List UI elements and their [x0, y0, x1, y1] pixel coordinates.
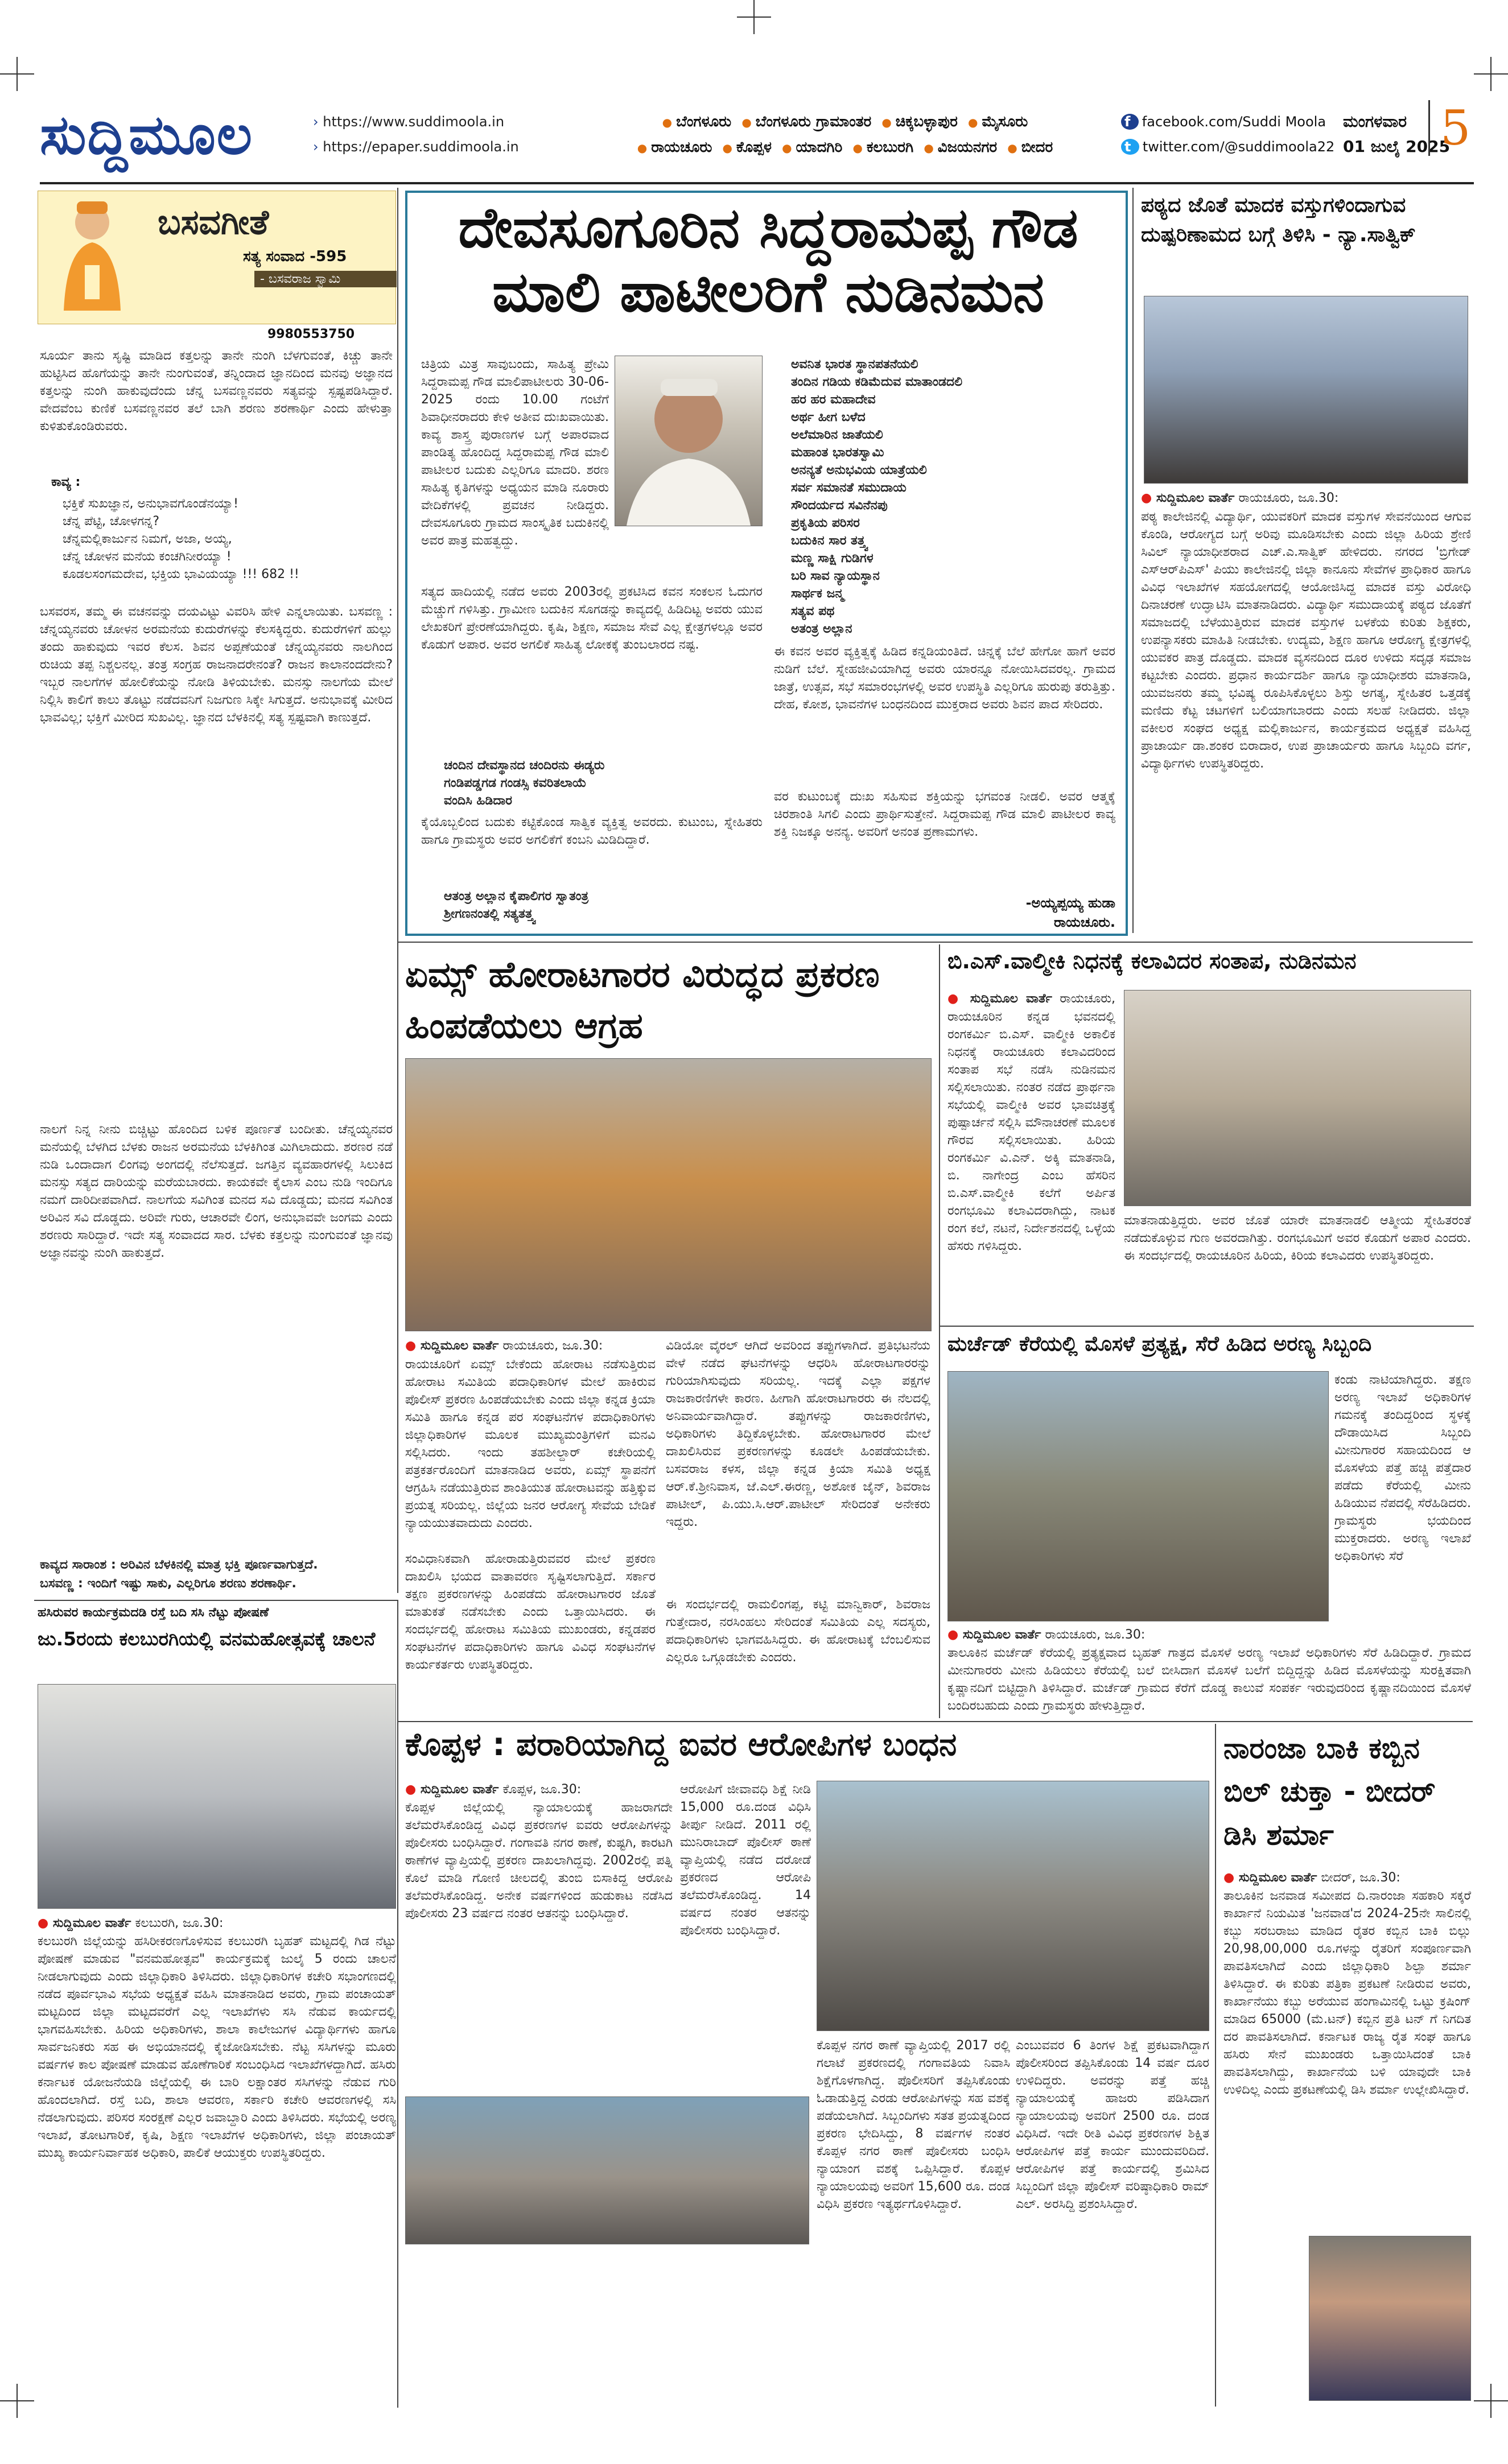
poem-line: ಮಣ್ಣ ಸಾಕ್ಷಿ ಗುಡಿಗಳ — [791, 551, 874, 566]
basava-para-3: ನಾಲಗೆ ನಿನ್ನ ನೀನು ಬಿಚ್ಚಿಟ್ಟು ಹೊಂದಿದ ಬಳಿಕ ಪೂರ್ಣತೆ ಬಂದೀತು. ಚೆನ್ನಯ್ಯನವರ ಮನೆಯಲ್ಲಿ ಬೆಳಗಿದ ಬೆಳಕು ರಾಜನ ಅರಮನೆಯ ಬೆಳಕಿಗಿಂತ ಮಿಗಿಲಾದುದು. ಶರಣರ ನಡೆ ನುಡಿ ಒಂದಾದಾಗ ಲಿಂಗವು ಅಂಗದಲ್ಲಿ ನೆಲೆಸುತ್ತದೆ. ಜಗತ್ತಿನ ವ್ಯವಹಾರಗಳಲ್ಲಿ ಸಿಲುಕಿದ ಮನಸ್ಸು ಸತ್ಯದ ದಾರಿಯನ್ನು ಮರೆಯಬಾರದು. ಕಾಯಕವೇ ಕೈಲಾಸ ಎಂಬ ನುಡಿ ಇಂದಿಗೂ ನಮಗೆ ದಾರಿದೀಪವಾಗಿದೆ. ನಾಲಗೆಯ ಸವಿಗಿಂತ ಮನದ ಸವಿ ದೊಡ್ಡದು; ಮನದ ಸವಿಗಿಂತ ಅರಿವಿನ ಸವಿ ದೊಡ್ಡದು. ಅರಿವೇ ಗುರು, ಆಚಾರವೇ ಲಿಂಗ, ಅನುಭಾವವೇ ಜಂಗಮ ಎಂದು ಶರಣರು ಸಾರಿದ್ದಾರೆ. ಇದೇ ಸತ್ಯ ಸಂವಾದದ ಸಾರ. ಬೆಳಕು ಕತ್ತಲನ್ನು ನುಂಗುವಂತೆ ಜ್ಞಾನವು ಅಜ್ಞಾನವನ್ನು ನುಂಗಿ ಹಾಕುತ್ತದೆ. — [40, 1122, 393, 1260]
basava-portrait — [50, 197, 135, 316]
vanamahotsava-byline-row — [38, 1914, 396, 1933]
bidar-body: ತಾಲೂಕಿನ ಜನವಾಡ ಸಮೀಪದ ದಿ.ನಾರಂಜಾ ಸಹಕಾರಿ ಸಕ್ಕರೆ ಕಾರ್ಖಾನೆ ನಿಯಮಿತ 'ಜನವಾಡ'ದ 2024-25ನೇ ಸಾಲಿನಲ್ಲಿ ಕಬ್ಬು ಸರಬರಾಜು ಮಾಡಿದ ರೈತರ ಕಬ್ಬಿನ ಬಾಕಿ ಬಿಲ್ಲು 20,98,00,000 ರೂ.ಗಳನ್ನು ರೈತರಿಗೆ ಸಂಪೂರ್ಣವಾಗಿ ಪಾವತಿಸಲಾಗಿದೆ ಎಂದು ಜಿಲ್ಲಾಧಿಕಾರಿ ಶಿಲ್ಪಾ ಶರ್ಮಾ ತಿಳಿಸಿದ್ದಾರೆ. ಈ ಕುರಿತು ಪತ್ರಿಕಾ ಪ್ರಕಟಣೆ ನೀಡಿರುವ ಅವರು, ಕಾರ್ಖಾನೆಯು ಕಬ್ಬು ಅರೆಯುವ ಹಂಗಾಮಿನಲ್ಲಿ ಒಟ್ಟು ಕ್ರಷಿಂಗ್ ಮಾಡಿದ 65000 (ಮೆ.ಟನ್) ಕಬ್ಬಿನ ಪ್ರತಿ ಟನ್ ಗೆ ನಿಗದಿತ ದರ ಪಾವತಿಸಲಾಗಿದೆ. ಕರ್ನಾಟಕ ರಾಜ್ಯ ರೈತ ಸಂಘ ಹಾಗೂ ಹಸಿರು ಸೇನೆ ಮುಖಂಡರು ಒತ್ತಾಯಿಸಿದಂತೆ ಬಾಕಿ ಪಾವತಿಸಲಾಗಿದ್ದು, ಕಾರ್ಖಾನೆಯ ಬಳಿ ಯಾವುದೇ ಬಾಕಿ ಉಳಿದಿಲ್ಲ ಎಂದು ಪ್ರಕಟಣೆಯಲ್ಲಿ ಡಿಸಿ ಶರ್ಮಾ ಉಲ್ಲೇಖಿಸಿದ್ದಾರೆ. — [1223, 1889, 1471, 2097]
valmiki-body-2: ಮಾತನಾಡುತ್ತಿದ್ದರು. ಅವರ ಜೊತೆ ಯಾರೇ ಮಾತನಾಡಲಿ ಆತ್ಮೀಯ ಸ್ನೇಹಿತರಂತೆ ನಡೆದುಕೊಳ್ಳುವ ಗುಣ ಅವರದಾಗಿತ್ತು. ರಂಗಭೂಮಿಗೆ ಅವರ ಕೊಡುಗೆ ಅಪಾರ ಎಂದರು. ಈ ಸಂದರ್ಭದಲ್ಲಿ ರಾಯಚೂರಿನ ಹಿರಿಯ, ಕಿರಿಯ ಕಲಾವಿದರು ಉಪಸ್ಥಿತರಿದ್ದರು. — [1124, 1214, 1471, 1263]
cities-row-1 — [609, 109, 1081, 135]
nyasatwik-body: ಪಠ್ಯ ಕಾಲೇಜಿನಲ್ಲಿ ವಿದ್ಯಾರ್ಥಿ, ಯುವಕರಿಗೆ ಮಾದಕ ವಸ್ತುಗಳ ಸೇವನೆಯಿಂದ ಆಗುವ ಕೊಂಡಿ, ಆರೋಗ್ಯದ ಬಗ್ಗೆ ಅರಿವು ಮೂಡಿಸಬೇಕು ಎಂದು ಜಿಲ್ಲಾ ಹಿರಿಯ ಶ್ರೇಣಿ ಸಿವಿಲ್ ನ್ಯಾಯಾಧೀಶರಾದ ಎಚ್.ಎ.ಸಾತ್ವಿಕ್ ಹೇಳಿದರು. ನಗರದ 'ಬ್ರಿಗೇಡ್ ಎಸ್‌ಆರ್‌ಪಿಎಸ್' ಪಿಯು ಕಾಲೇಜಿನಲ್ಲಿ ಜಿಲ್ಲಾ ಕಾನೂನು ಸೇವೆಗಳ ಪ್ರಾಧಿಕಾರ ಹಾಗೂ ವಿವಿಧ ಇಲಾಖೆಗಳ ಸಹಯೋಗದಲ್ಲಿ ಆಯೋಜಿಸಿದ್ದ ಮಾದಕ ವಸ್ತು ವಿರೋಧಿ ದಿನಾಚರಣೆ ಉದ್ಘಾಟಿಸಿ ಮಾತನಾಡಿದರು. ವಿದ್ಯಾರ್ಥಿ ಸಮುದಾಯಕ್ಕೆ ಪಠ್ಯದ ಜೊತೆಗೆ ಸಮಾಜದಲ್ಲಿ ಬೆಳೆಯುತ್ತಿರುವ ಮಾದಕ ವಸ್ತುಗಳ ಬಳಕೆಯ ಕುರಿತು ಶಿಕ್ಷಕರು, ಉಪನ್ಯಾಸಕರು ಮಾಹಿತಿ ನೀಡಬೇಕು. ಉದ್ಯಮ, ಶಿಕ್ಷಣ ಹಾಗೂ ಆರೋಗ್ಯ ಕ್ಷೇತ್ರಗಳಲ್ಲಿ ಯುವಕರ ಪಾತ್ರ ದೊಡ್ಡದು. ಮಾದಕ ವ್ಯಸನದಿಂದ ದೂರ ಉಳಿದು ಸದೃಢ ಸಮಾಜ ಕಟ್ಟಬೇಕು ಎಂದರು. ಪ್ರಧಾನ ಕಾರ್ಯದರ್ಶಿ ಹಾಗೂ ನ್ಯಾಯಾಧೀಶರು ಮಾತನಾಡಿ, ಯುವಜನರು ತಮ್ಮ ಭವಿಷ್ಯ ರೂಪಿಸಿಕೊಳ್ಳಲು ಶಿಸ್ತು ಅಗತ್ಯ, ಸ್ನೇಹಿತರ ಒತ್ತಡಕ್ಕೆ ಮಣಿದು ಕೆಟ್ಟ ಚಟಗಳಿಗೆ ಬಲಿಯಾಗಬಾರದು ಎಂದು ಸಲಹೆ ನೀಡಿದರು. ಜಿಲ್ಲಾ ವಕೀಲರ ಸಂಘದ ಅಧ್ಯಕ್ಷ ಮಲ್ಲಿಕಾರ್ಜುನ, ಕಾರ್ಯಕ್ರಮದ ಅಧ್ಯಕ್ಷತೆ ವಹಿಸಿದ್ದ ಪ್ರಾಚಾರ್ಯ ಡಾ.ಶಂಕರ ಬಿರಾದಾರ, ಉಪ ಪ್ರಾಚಾರ್ಯರು ಹಾಗೂ ಸಿಬ್ಬಂದಿ ವರ್ಗ, ವಿದ್ಯಾರ್ಥಿಗಳು ಉಪಸ್ಥಿತರಿದ್ದರು. — [1141, 510, 1471, 771]
basava-title: ಬಸವಗೀತೆ — [158, 203, 269, 242]
city-item: ● ಬೀದರ — [1007, 139, 1053, 156]
bidar-byline-row — [1223, 1869, 1471, 1887]
twitter-link[interactable]: t twitter.com/@suddimoola22 — [1121, 134, 1334, 159]
column-divider — [1132, 188, 1134, 933]
saint-icon — [50, 197, 135, 316]
url-list — [313, 109, 519, 159]
basava-phone: 9980553750 — [267, 327, 355, 341]
poem-line: ಶ್ರೀಗಣನಂತಲ್ಲಿ ಸತ್ಯತತ್ತ್ವ — [444, 907, 535, 921]
nyasatwik-byline-row — [1141, 489, 1471, 507]
crocodile-photo — [947, 1371, 1329, 1621]
poem-line: ಕೂಡಲಸಂಗಮದೇವ, ಭಕ್ತಿಯ ಭಾವಿಯಯ್ಯಾ !!! 682 !! — [63, 567, 299, 581]
social-links — [1121, 109, 1334, 159]
poem-line: ಚೆನ್ನ ಚೋಳನ ಮನೆಯ ಕಂಚಗಿನೀರಯ್ಯಾ ! — [63, 550, 232, 564]
koppal-headline: ಕೊಪ್ಪಳ : ಪರಾರಿಯಾಗಿದ್ದ ಐವರ ಆರೋಪಿಗಳ ಬಂಧನ — [405, 1726, 957, 1763]
poem-line: ಭಕ್ತಿಕೆ ಸುಖಜ್ಞಾನ, ಅನುಭಾವಗೊಂಡೆನಯ್ಯಾ! — [63, 497, 239, 511]
crocodile-body: ತಾಲೂಕಿನ ಮರ್ಚೆಡ್ ಕೆರೆಯಲ್ಲಿ ಪ್ರತ್ಯಕ್ಷವಾದ ಬೃಹತ್ ಗಾತ್ರದ ಮೊಸಳೆ ಅರಣ್ಯ ಇಲಾಖೆ ಅಧಿಕಾರಿಗಳು ಸೆರೆ ಹಿಡಿದಿದ್ದಾರೆ. ಗ್ರಾಮದ ಮೀನುಗಾರರು ಮೀನು ಹಿಡಿಯಲು ಕೆರೆಯಲ್ಲಿ ಬಲೆ ಬೀಸಿದಾಗ ಮೊಸಳೆ ಬಲೆಗೆ ಬಿದ್ದಿದ್ದನ್ನು ಹಿಡಿದ ಮೊಸಳೆಯನ್ನು ಸುರಕ್ಷಿತವಾಗಿ ಕೃಷ್ಣಾನದಿಗೆ ಬಿಟ್ಟಿದ್ದಾಗಿ ತಿಳಿಸಿದ್ದಾರೆ. ಮರ್ಚೆಡ್ ಗ್ರಾಮದ ಕೆರೆಗೆ ದೊಡ್ಡ ಕಾಲುವೆ ಸಂಪರ್ಕ ಇರುವುದರಿಂದ ಕೃಷ್ಣಾನದಿಯಿಂದ ಮೊಸಳೆ ಬಂದಿರಬಹುದು ಎಂದು ಗ್ರಾಮಸ್ಥರು ಹೇಳುತ್ತಿದ್ದಾರೆ. — [947, 1646, 1471, 1713]
lead-body-1: ಚಿತ್ರಿಯ ಮಿತ್ರ ಸಾವುಬಂದು, ಸಾಹಿತ್ಯ ಪ್ರೇಮಿ ಸಿದ್ದರಾಮಪ್ಪ ಗೌಡ ಮಾಲಿಪಾಟೀಲರು 30-06-2025 ರಂದು 10.00 ಗಂಟೆಗೆ ಶಿವಾಧೀನರಾದರು ಕೇಳಿ ಅತೀವ ದುಃಖವಾಯಿತು. ಕಾವ್ಯ ಶಾಸ್ತ್ರ ಪುರಾಣಗಳ ಬಗ್ಗೆ ಅಪಾರವಾದ ಪಾಂಡಿತ್ಯ ಹೊಂದಿದ್ದ ಸಿದ್ದರಾಮಪ್ಪ ಗೌಡ ಮಾಲಿ ಪಾಟೀಲರ ಬದುಕು ಎಲ್ಲರಿಗೂ ಮಾದರಿ. ಶರಣ ಸಾಹಿತ್ಯ ಕೃತಿಗಳನ್ನು ಅಧ್ಯಯನ ಮಾಡಿ ನೂರಾರು ವೇದಿಕೆಗಳಲ್ಲಿ ಪ್ರವಚನ ನೀಡಿದ್ದರು. ದೇವಸೂಗೂರು ಗ್ರಾಮದ ಸಾಂಸ್ಕೃತಿಕ ಬದುಕಿನಲ್ಲಿ ಅವರ ಪಾತ್ರ ಮಹತ್ವದ್ದು. — [421, 357, 609, 548]
city-item: ● ಕೊಪ್ಪಳ — [722, 139, 772, 156]
ems-photo — [405, 1058, 932, 1331]
signature-place: ರಾಯಚೂರು. — [1053, 914, 1115, 930]
vanamahotsava-photo — [38, 1684, 396, 1909]
lead-body-3: ಕೈಯೊಬ್ಬಲಿಂದ ಬದುಕು ಕಟ್ಟಿಕೊಂಡ ಸಾತ್ವಿಕ ವ್ಯಕ್ತಿತ್ವ ಅವರದು. ಕುಟುಂಬ, ಸ್ನೇಹಿತರು ಹಾಗೂ ಗ್ರಾಮಸ್ಥರು ಅವರ ಅಗಲಿಕೆಗೆ ಕಂಬನಿ ಮಿಡಿದಿದ್ದಾರೆ. — [421, 815, 763, 847]
lead-poem-1 — [427, 757, 763, 811]
ems-headline: ಏಮ್ಸ್ ಹೋರಾಟಗಾರರ ವಿರುದ್ಧದ ಪ್ರಕರಣ ಹಿಂಪಡೆಯಲು ಆಗ್ರಹ — [405, 954, 880, 1046]
koppal-byline-row — [405, 1781, 673, 1799]
nyasatwik-photo — [1144, 296, 1468, 484]
bidar-dc-photo — [1309, 2236, 1471, 2401]
page-number: 5 — [1428, 100, 1470, 156]
crocodile-headline: ಮರ್ಚೆಡ್ ಕೆರೆಯಲ್ಲಿ ಮೊಸಳೆ ಪ್ರತ್ಯಕ್ಷ, ಸೆರೆ ಹಿಡಿದ ಅರಣ್ಯ ಸಿಬ್ಬಂದಿ — [947, 1332, 1372, 1356]
crocodile-body-side: ಕಂಡು ನಾಟಿಯಾಗಿದ್ದರು. ತಕ್ಷಣ ಅರಣ್ಯ ಇಲಾಖೆ ಅಧಿಕಾರಿಗಳ ಗಮನಕ್ಕೆ ತಂದಿದ್ದರಿಂದ ಸ್ಥಳಕ್ಕೆ ದೌಡಾಯಿಸಿದ ಸಿಬ್ಬಂದಿ ಮೀನುಗಾರರ ಸಹಾಯದಿಂದ ಆ ಮೊಸಳೆಯ ಪತ್ತೆ ಹಚ್ಚಿ ಪತ್ತೆದಾರ ಪಡೆದು ಕೆರೆಯಲ್ಲಿ ಮೀನು ಹಿಡಿಯುವ ನೆಪದಲ್ಲಿ ಸೆರೆಹಿಡಿದರು. ಗ್ರಾಮಸ್ಥರು ಭಯದಿಂದ ಮುಕ್ತರಾದರು. ಅರಣ್ಯ ಇಲಾಖೆ ಅಧಿಕಾರಿಗಳು ಸೆರೆ — [1334, 1373, 1471, 1563]
ems-body-3: ವಿಡಿಯೋ ವೈರಲ್ ಆಗಿದೆ ಅವರಿಂದ ತಪ್ಪುಗಳಾಗಿದೆ. ಪ್ರತಿಭಟನೆಯ ವೇಳೆ ನಡೆದ ಘಟನೆಗಳನ್ನು ಆಧರಿಸಿ ಹೋರಾಟಗಾರರನ್ನು ಗುರಿಯಾಗಿಸುವುದು ಸರಿಯಲ್ಲ. ಇದಕ್ಕೆ ಎಲ್ಲಾ ಪಕ್ಷಗಳ ರಾಜಕಾರಣಿಗಳೇ ಕಾರಣ. ಹೀಗಾಗಿ ಹೋರಾಟಗಾರರು ಈ ನೆಲದಲ್ಲಿ ಅನಿವಾರ್ಯವಾಗಿದ್ದಾರೆ. ತಪ್ಪುಗಳನ್ನು ರಾಜಕಾರಣಿಗಳು, ಅಧಿಕಾರಿಗಳು ತಿದ್ದಿಕೊಳ್ಳಬೇಕು. ಹೋರಾಟಗಾರರ ಮೇಲೆ ದಾಖಲಿಸಿರುವ ಪ್ರಕರಣಗಳನ್ನು ಕೂಡಲೇ ಹಿಂಪಡೆಯಬೇಕು. ಬಸವರಾಜ ಕಳಸ, ಜಿಲ್ಲಾ ಕನ್ನಡ ಕ್ರಿಯಾ ಸಮಿತಿ ಅಧ್ಯಕ್ಷ ಆರ್.ಕೆ.ಶ್ರೀನಿವಾಸ, ಜೆ.ಎಲ್.ಈರಣ್ಣ, ಅಶೋಕ ಜೈನ್, ಶಿವರಾಜ ಪಾಟೀಲ್, ಪಿ.ಯು.ಸಿ.ಆರ್.ಪಾಟೀಲ್ ಸೇರಿದಂತೆ ಅನೇಕರು ಇದ್ದರು. — [666, 1339, 930, 1529]
lead-body-4: ಈ ಕವನ ಅವರ ವ್ಯಕ್ತಿತ್ವಕ್ಕೆ ಹಿಡಿದ ಕನ್ನಡಿಯಂತಿದೆ. ಚಿನ್ನಕ್ಕೆ ಬೆಲೆ ಹೇಗೋ ಹಾಗೆ ಅವರ ನುಡಿಗೆ ಬೆಲೆ. ಸ್ನೇಹಜೀವಿಯಾಗಿದ್ದ ಅವರು ಯಾರನ್ನೂ ನೋಯಿಸಿದವರಲ್ಲ. ಗ್ರಾಮದ ಜಾತ್ರೆ, ಉತ್ಸವ, ಸಭೆ ಸಮಾರಂಭಗಳಲ್ಲಿ ಅವರ ಉಪಸ್ಥಿತಿ ಎಲ್ಲರಿಗೂ ಹುರುಪು ತರುತ್ತಿತ್ತು. ದೇಹ, ಕೋಶ, ಭಾವನೆಗಳ ಬಂಧನದಿಂದ ಮುಕ್ತರಾದ ಅವರು ಶಿವನ ಪಾದ ಸೇರಿದರು. — [774, 645, 1115, 712]
nyasatwik-headline: ಪಠ್ಯದ ಜೊತೆ ಮಾದಕ ವಸ್ತುಗಳಿಂದಾಗುವ ದುಷ್ಪರಿಣಾಮದ ಬಗ್ಗೆ ತಿಳಿಸಿ - ನ್ಯಾ.ಸಾತ್ವಿಕ್ — [1141, 193, 1416, 246]
lead-portrait-photo — [615, 356, 763, 526]
basava-para-2: ಬಸವರಸ, ತಮ್ಮ ಈ ವಚನವನ್ನು ದಯವಿಟ್ಟು ವಿವರಿಸಿ ಹೇಳಿ ಎನ್ನಲಾಯಿತು. ಬಸವಣ್ಣ : ಚೆನ್ನಯ್ಯನವರು ಚೋಳನ ಅರಮನೆಯ ಕುದುರೆಗಳನ್ನು ಕೆಲಸಕ್ಕಿದ್ದರು. ಕುದುರೆಗಳಿಗೆ ಹುಲ್ಲು ತಂದು ಹಾಕುವುದು ಇವರ ಕೆಲಸ. ಶಿವನ ಅಪ್ಪಣೆಯಂತೆ ಚೆನ್ನಯ್ಯನವರು ನಾಲಗಿಂದ ರುಚಿಯ ತಪ್ಪ ನಿಶ್ಚಲನಲ್ಲ. ತಂತ್ರ ಸಂಗ್ರಹ ರಾಜನಾದರೇನಂತೆ? ರಾಜನ ಕಾಲಾನಂದದೇನು? ಇಬ್ಬರ ನಾಲಗೆಗಳ ಹೋಲಿಕೆಯನ್ನು ನೋಡಿ ತಿಳಿಯಬೇಕು. ಮನಸ್ಸು ನಾಲಗೆಯ ಮೇಲೆ ನಿಲ್ಲಿಸಿ ಕಾಲಿಗೆ ಕಾಲು ತೊಟ್ಟು ನಡೆದವನಿಗೆ ನಿಜಗುಣ ಸಿಕ್ಕೇ ಸಿಗುತ್ತದೆ. ಅನುಭಾವಕ್ಕೆ ಮೀರಿದ ಭಾವವಿಲ್ಲ; ಭಕ್ತಿಗೆ ಮೀರಿದ ಸುಖವಿಲ್ಲ. ಜ್ಞಾನದ ಬೆಳಕಿನಲ್ಲಿ ಸತ್ಯ ಸ್ಪಷ್ಟವಾಗಿ ಕಾಣುತ್ತದೆ. — [40, 605, 393, 725]
ems-body-2: ಸಂವಿಧಾನಿಕವಾಗಿ ಹೋರಾಡುತ್ತಿರುವವರ ಮೇಲೆ ಪ್ರಕರಣ ದಾಖಲಿಸಿ ಭಯದ ವಾತಾವರಣ ಸೃಷ್ಟಿಸಲಾಗುತ್ತಿದೆ. ಸರ್ಕಾರ ತಕ್ಷಣ ಪ್ರಕರಣಗಳನ್ನು ಹಿಂಪಡೆದು ಹೋರಾಟಗಾರರ ಜೊತೆ ಮಾತುಕತೆ ನಡೆಸಬೇಕು ಎಂದು ಒತ್ತಾಯಿಸಿದರು. ಈ ಸಂದರ್ಭದಲ್ಲಿ ಹೋರಾಟ ಸಮಿತಿಯ ಮುಖಂಡರು, ಕನ್ನಡಪರ ಸಂಘಟನೆಗಳ ಪದಾಧಿಕಾರಿಗಳು ಹಾಗೂ ವಿವಿಧ ಸಂಘಟನೆಗಳ ಕಾರ್ಯಕರ್ತರು ಉಪಸ್ಥಿತರಿದ್ದರು. — [405, 1552, 656, 1672]
poem-line: ಗಂಡಿಪಡ್ಡಗಡ ಗಂಡಸ್ಸಿ ಕವರಿತಲಾಯೆ — [444, 776, 587, 790]
byline: ● ಸುದ್ದಿಮೂಲ ವಾರ್ತೆ — [405, 1339, 498, 1353]
poem-line: ಚಂದಿನ ದೇವಸ್ಥಾನದ ಚಂದಿರನು ಈಡ್ಯರು — [444, 758, 605, 773]
byline: ● ಸುದ್ದಿಮೂಲ ವಾರ್ತೆ — [947, 1628, 1041, 1642]
person-icon — [615, 356, 762, 526]
crop-mark-top-left — [0, 57, 34, 91]
poem-line: ಸೌಂದರ್ಯದ ಸವಿನೆನಪು — [791, 498, 888, 513]
section-divider — [34, 1600, 398, 1601]
basava-poem — [46, 495, 387, 597]
section-divider — [939, 1326, 1474, 1327]
valmiki-photo — [1124, 990, 1471, 1206]
crop-mark-bottom-left — [0, 2384, 34, 2418]
poem-line: ಸತ್ಯವ ಪಥ — [791, 604, 835, 618]
byline: ● ಸುದ್ದಿಮೂಲ ವಾರ್ತೆ — [947, 992, 1052, 1006]
dateline-place: ರಾಯಚೂರು, ಜೂ.30: — [502, 1339, 603, 1353]
byline: ● ಸುದ್ದಿಮೂಲ ವಾರ್ತೆ — [405, 1782, 498, 1797]
city-item: ● ಕಲಬುರಗಿ — [852, 139, 913, 156]
byline: ● ಸುದ್ದಿಮೂಲ ವಾರ್ತೆ — [1141, 491, 1234, 505]
weekday: ಮಂಗಳವಾರ — [1343, 112, 1407, 131]
lead-body-2: ಸತ್ಯದ ಹಾದಿಯಲ್ಲಿ ನಡೆದ ಅವರು 2003ರಲ್ಲಿ ಪ್ರಕಟಿಸಿದ ಕವನ ಸಂಕಲನ ಓದುಗರ ಮೆಚ್ಚುಗೆ ಗಳಿಸಿತ್ತು. ಗ್ರಾಮೀಣ ಬದುಕಿನ ಸೊಗಡನ್ನು ಕಾವ್ಯದಲ್ಲಿ ಹಿಡಿದಿಟ್ಟ ಅವರು ಯುವ ಲೇಖಕರಿಗೆ ಪ್ರೇರಣೆಯಾಗಿದ್ದರು. ಕೃಷಿ, ಶಿಕ್ಷಣ, ಸಮಾಜ ಸೇವೆ ಎಲ್ಲ ಕ್ಷೇತ್ರಗಳಲ್ಲೂ ಅವರ ಕೊಡುಗೆ ಅಪಾರ. ಅವರ ಅಗಲಿಕೆ ಸಾಹಿತ್ಯ ಲೋಕಕ್ಕೆ ತುಂಬಲಾರದ ನಷ್ಟ. — [421, 585, 763, 652]
column-divider — [939, 944, 940, 1718]
koppal-body-2: ಆರೋಪಿಗೆ ಜೀವಾವಧಿ ಶಿಕ್ಷೆ ನೀಡಿ 15,000 ರೂ.ದಂಡ ವಿಧಿಸಿ ತೀರ್ಪು ನೀಡಿದೆ. 2011 ರಲ್ಲಿ ಮುನಿರಾಬಾದ್ ಪೊಲೀಸ್ ಠಾಣೆ ವ್ಯಾಪ್ತಿಯಲ್ಲಿ ನಡೆದ ದರೋಡೆ ಪ್ರಕರಣದ ಆರೋಪಿ ತಲೆಮರೆಸಿಕೊಂಡಿದ್ದ. 14 ವರ್ಷದ ನಂತರ ಆತನನ್ನು ಪೊಲೀಸರು ಬಂಧಿಸಿದ್ದಾರೆ. — [680, 1782, 811, 1938]
byline: ● ಸುದ್ದಿಮೂಲ ವಾರ್ತೆ — [1223, 1871, 1317, 1885]
poem-line: ಸರ್ವ ಸಮಾನತೆ ಸಮುದಾಯ — [791, 481, 907, 495]
vanamahotsava-body: ಕಲಬುರಗಿ ಜಿಲ್ಲೆಯನ್ನು ಹಸಿರೀಕರಣಗೊಳಿಸುವ ಕಲಬುರಗಿ ಬೃಹತ್ ಮಟ್ಟದಲ್ಲಿ ಗಿಡ ನೆಟ್ಟು ಪೋಷಣೆ ಮಾಡುವ "ವನಮಹೋತ್ಸವ" ಕಾರ್ಯಕ್ರಮಕ್ಕೆ ಜುಲೈ 5 ರಂದು ಚಾಲನೆ ನೀಡಲಾಗುವುದು ಎಂದು ಜಿಲ್ಲಾಧಿಕಾರಿ ತಿಳಿಸಿದರು. ಜಿಲ್ಲಾಧಿಕಾರಿಗಳ ಕಚೇರಿ ಸಭಾಂಗಣದಲ್ಲಿ ನಡೆದ ಪೂರ್ವಭಾವಿ ಸಭೆಯ ಅಧ್ಯಕ್ಷತೆ ವಹಿಸಿ ಮಾತನಾಡಿದ ಅವರು, ಗ್ರಾಮ ಪಂಚಾಯತ್ ಮಟ್ಟದಿಂದ ಜಿಲ್ಲಾ ಮಟ್ಟದವರೆಗೆ ಎಲ್ಲ ಇಲಾಖೆಗಳು ಸಸಿ ನೆಡುವ ಕಾರ್ಯದಲ್ಲಿ ಭಾಗವಹಿಸಬೇಕು. ಹಿರಿಯ ಅಧಿಕಾರಿಗಳು, ಶಾಲಾ ಕಾಲೇಜುಗಳ ವಿದ್ಯಾರ್ಥಿಗಳು ಹಾಗೂ ಸಾರ್ವಜನಿಕರು ಸಹ ಈ ಅಭಿಯಾನದಲ್ಲಿ ಕೈಜೋಡಿಸಬೇಕು. ನೆಟ್ಟ ಸಸಿಗಳನ್ನು ಮೂರು ವರ್ಷಗಳ ಕಾಲ ಪೋಷಣೆ ಮಾಡುವ ಹೊಣೆಗಾರಿಕೆ ಸಂಬಂಧಿಸಿದ ಇಲಾಖೆಗಳದ್ದಾಗಿದೆ. ಹಸಿರು ಕರ್ನಾಟಕ ಯೋಜನೆಯಡಿ ಜಿಲ್ಲೆಯಲ್ಲಿ ಈ ಬಾರಿ ಲಕ್ಷಾಂತರ ಸಸಿಗಳನ್ನು ನೆಡುವ ಗುರಿ ಹೊಂದಲಾಗಿದೆ. ರಸ್ತೆ ಬದಿ, ಶಾಲಾ ಆವರಣ, ಸರ್ಕಾರಿ ಕಚೇರಿ ಆವರಣಗಳಲ್ಲಿ ಸಸಿ ನೆಡಲಾಗುವುದು. ಪರಿಸರ ಸಂರಕ್ಷಣೆ ಎಲ್ಲರ ಜವಾಬ್ದಾರಿ ಎಂದು ತಿಳಿಸಿದರು. ಸಭೆಯಲ್ಲಿ ಅರಣ್ಯ ಇಲಾಖೆ, ತೋಟಗಾರಿಕೆ, ಕೃಷಿ, ಶಿಕ್ಷಣ ಇಲಾಖೆಗಳ ಅಧಿಕಾರಿಗಳು, ಜಿಲ್ಲಾ ಪಂಚಾಯತ್ ಮುಖ್ಯ ಕಾರ್ಯನಿರ್ವಾಹಕ ಅಧಿಕಾರಿ, ಪಾಲಿಕೆ ಆಯುಕ್ತರು ಉಪಸ್ಥಿತರಿದ್ದರು. — [38, 1934, 396, 2160]
lead-signature — [774, 893, 1115, 933]
logo[interactable]: ಸುದ್ದಿಮೂಲ — [40, 102, 254, 167]
dateline-place: ರಾಯಚೂರು, — [1060, 992, 1115, 1006]
lead-headline: ದೇವಸೂಗೂರಿನ ಸಿದ್ದರಾಮಪ್ಪ ಗೌಡ ಮಾಲಿ ಪಾಟೀಲರಿಗೆ ನುಡಿನಮನ — [458, 196, 1078, 325]
city-item: ● ಚಿಕ್ಕಬಳ್ಳಾಪುರ — [881, 113, 958, 130]
lead-poem-3 — [774, 356, 1115, 640]
poem-line: ಬದುಕಿನ ಸಾರ ತತ್ತ್ವ — [791, 534, 867, 548]
byline: ● ಸುದ್ದಿಮೂಲ ವಾರ್ತೆ — [38, 1916, 131, 1930]
masthead-rule — [40, 182, 1474, 184]
poem-line: ಅತಂತ್ರ ಅಲ್ಲಾನ — [791, 622, 852, 636]
basava-closing: ಬಸವಣ್ಣ : ಇಂದಿಗೆ ಇಷ್ಟು ಸಾಕು, ಎಲ್ಲರಿಗೂ ಶರಣು ಶರಣಾರ್ಥಿ. — [40, 1576, 296, 1591]
lead-poem-2 — [427, 888, 763, 927]
basava-kavya-sara: ಕಾವ್ಯದ ಸಾರಾಂಶ : ಅರಿವಿನ ಬೆಳಕಿನಲ್ಲಿ ಮಾತ್ರ ಭಕ್ತಿ ಪೂರ್ಣವಾಗುತ್ತದೆ. — [40, 1558, 318, 1572]
valmiki-headline: ಬಿ.ಎಸ್.ವಾಲ್ಮೀಕಿ ನಿಧನಕ್ಕೆ ಕಲಾವಿದರ ಸಂತಾಪ, ನುಡಿನಮನ — [947, 948, 1357, 973]
basava-kavya-label: ಕಾವ್ಯ : — [51, 475, 81, 489]
epaper-link[interactable]: › https://epaper.suddimoola.in — [313, 134, 519, 159]
masthead — [40, 97, 1474, 176]
basava-subtitle: ಸತ್ಯ ಸಂವಾದ -595 — [243, 248, 347, 265]
dateline-place: ರಾಯಚೂರು, ಜೂ.30: — [1045, 1628, 1146, 1642]
edition-cities — [609, 109, 1081, 160]
dateline-place: ಕಲಬುರಗಿ, ಜೂ.30: — [135, 1916, 224, 1930]
basava-header — [38, 191, 396, 324]
column-divider — [397, 1600, 398, 2408]
website-link[interactable]: › https://www.suddimoola.in — [313, 109, 519, 134]
poem-line: ಅಲೆಮಾರಿನ ಜಾತೆಯಲಿ — [791, 428, 883, 442]
poem-line: ಆತಂತ್ರ ಅಲ್ಲಾನ ಕೈಪಾಲಿಗರ ಸ್ವಾತಂತ್ರ — [444, 889, 589, 903]
city-item: ● ಬೆಂಗಳೂರು — [662, 113, 732, 130]
cities-row-2 — [609, 135, 1081, 160]
city-item: ● ಯಾದಗಿರಿ — [782, 139, 842, 156]
section-divider — [397, 942, 1473, 943]
basava-para-1: ಸೂರ್ಯ ತಾನು ಸೃಷ್ಟಿ ಮಾಡಿದ ಕತ್ತಲನ್ನು ತಾನೇ ನುಂಗಿ ಬೆಳಗುವಂತೆ, ಕಿಚ್ಚು ತಾನೇ ಹುಟ್ಟಿಸಿದ ಹೊಗೆಯನ್ನು ತಾನೇ ನುಂಗುವಂತೆ, ತನ್ನಿಂದಾದ ಜ್ಞಾನದಿಂದ ಮನವು ಅಜ್ಞಾನದ ಕತ್ತಲನ್ನು ನುಂಗಿ ಹಾಕುವುದೆಂದು ಚೆನ್ನ ಬಸವಣ್ಣನವರು ಸತ್ಯವನ್ನು ಸ್ಪಷ್ಟಪಡಿಸಿದ್ದಾರೆ. ವೇದವೆಂಬ ಕುಣಿಕೆ ಬಸವಣ್ಣನವರ ತಲೆ ಬಾಗಿ ಶರಣು ಶರಣಾರ್ಥಿ ಎಂದು ಹೇಳುತ್ತಾ ಕುಳಿತುಕೊಂಡಿರುವರು. — [40, 349, 393, 434]
city-item: ● ವಿಜಯನಗರ — [924, 139, 997, 156]
poem-line: ಪ್ರಕೃತಿಯ ಪರಿಸರ — [791, 516, 860, 530]
poem-line: ವಂದಿಸಿ ಹಿಡಿದಾರ — [444, 794, 513, 808]
poem-line: ಅನನ್ಯತೆ ಅನುಭವಿಯ ಯಾತ್ರೆಯಲಿ — [791, 463, 927, 477]
crocodile-byline-row — [947, 1626, 1471, 1644]
poem-line: ಅವನಿತ ಭಾರತ ಸ್ಥಾನಪತನೆಯಲಿ — [791, 357, 918, 372]
column-divider — [1215, 1724, 1216, 2407]
valmiki-byline-row — [947, 990, 1115, 1008]
crop-mark-bottom-right — [1474, 2384, 1508, 2418]
koppal-body-3: ಕೊಪ್ಪಳ ನಗರ ಠಾಣೆ ವ್ಯಾಪ್ತಿಯಲ್ಲಿ 2017 ರಲ್ಲಿ ಗಲಾಟೆ ಪ್ರಕರಣದಲ್ಲಿ ಗಂಗಾವತಿಯ ನಿವಾಸಿ ಶಿಕ್ಷೆಗೊಳಗಾಗಿದ್ದ. ಪೊಲೀಸರಿಗೆ ತಪ್ಪಿಸಿಕೊಂಡು ಓಡಾಡುತ್ತಿದ್ದ ಎರಡು ಆರೋಪಿಗಳನ್ನು ಸಹ ವಶಕ್ಕೆ ಪಡೆಯಲಾಗಿದೆ. ಸಿಬ್ಬಂದಿಗಳು ಸತತ ಪ್ರಯತ್ನದಿಂದ ಪ್ರಕರಣ ಭೇದಿಸಿದ್ದು, 8 ವರ್ಷಗಳ ನಂತರ ಕೊಪ್ಪಳ ನಗರ ಠಾಣೆ ಪೊಲೀಸರು ಬಂಧಿಸಿ ನ್ಯಾಯಾಂಗ ವಶಕ್ಕೆ ಒಪ್ಪಿಸಿದ್ದಾರೆ. ಕೊಪ್ಪಳ ನ್ಯಾಯಾಲಯವು ಅವರಿಗೆ 15,600 ರೂ. ದಂಡ ವಿಧಿಸಿ ಪ್ರಕರಣ ಇತ್ಯರ್ಥಗೊಳಿಸಿದ್ದಾರೆ. — [817, 2038, 1010, 2211]
poem-line: ಬರಿ ಸಾವ ನ್ಯಾಯಸ್ಥಾನ — [791, 569, 880, 583]
section-divider — [397, 1721, 1473, 1722]
city-item: ● ಬೆಂಗಳೂರು ಗ್ರಾಮಾಂತರ — [741, 113, 871, 130]
poem-line: ತಂದಿನ ಗಡಿಯ ಕಡಿಮೆದುವ ಮಾತಾಂಡದಲಿ — [791, 375, 963, 389]
poem-line: ಅರ್ಥ ಹೀಗ ಬಳೆದ — [791, 410, 866, 424]
koppal-photo-left — [405, 2096, 809, 2244]
poem-line: ಚೆನ್ನ ಪೆಟ್ಟಿ, ಚೋಳಗನ್ನ? — [63, 514, 160, 529]
ems-body-4: ಈ ಸಂದರ್ಭದಲ್ಲಿ ರಾಮಲಿಂಗಪ್ಪ, ಕಟ್ಟಿ ಮಾನ್ವಿಕಾರ್, ಶಿವರಾಜ ಗುತ್ತೇದಾರ, ನರಸಿಂಹಲು ಸೇರಿದಂತೆ ಸಮಿತಿಯ ಎಲ್ಲ ಸದಸ್ಯರು, ಪದಾಧಿಕಾರಿಗಳು ಭಾಗವಹಿಸಿದ್ದರು. ಈ ಹೋರಾಟಕ್ಕೆ ಬೆಂಬಲಿಸುವ ಎಲ್ಲರೂ ಒಗ್ಗೂಡಬೇಕು ಎಂದರು. — [666, 1598, 930, 1665]
crop-mark-top-right — [1474, 57, 1508, 91]
date: 01 ಜುಲೈ 2025 — [1343, 137, 1451, 156]
dateline-place: ಕೊಪ್ಪಳ, ಜೂ.30: — [502, 1782, 582, 1797]
facebook-link[interactable]: f facebook.com/Suddi Moola — [1121, 109, 1334, 134]
poem-line: ಸಾರ್ಥಕ ಜನ್ಮ — [791, 587, 844, 601]
ems-body-1: ರಾಯಚೂರಿಗೆ ಏಮ್ಸ್ ಬೇಕೆಂದು ಹೋರಾಟ ನಡೆಸುತ್ತಿರುವ ಹೋರಾಟ ಸಮಿತಿಯ ಪದಾಧಿಕಾರಿಗಳ ಮೇಲೆ ಹಾಕಿರುವ ಪೊಲೀಸ್ ಪ್ರಕರಣ ಹಿಂಪಡೆಯಬೇಕು ಎಂದು ಜಿಲ್ಲಾ ಕನ್ನಡ ಕ್ರಿಯಾ ಸಮಿತಿ ಹಾಗೂ ಕನ್ನಡ ಪರ ಸಂಘಟನೆಗಳ ಪದಾಧಿಕಾರಿಗಳು ಜಿಲ್ಲಾಧಿಕಾರಿಗಳ ಮೂಲಕ ಮುಖ್ಯಮಂತ್ರಿಗಳಿಗೆ ಮನವಿ ಸಲ್ಲಿಸಿದರು. ಇಂದು ತಹಶೀಲ್ದಾರ್ ಕಚೇರಿಯಲ್ಲಿ ಪತ್ರಕರ್ತರೊಂದಿಗೆ ಮಾತನಾಡಿದ ಅವರು, ಏಮ್ಸ್ ಸ್ಥಾಪನೆಗೆ ಆಗ್ರಹಿಸಿ ನಡೆಯುತ್ತಿರುವ ಶಾಂತಿಯುತ ಹೋರಾಟವನ್ನು ಹತ್ತಿಕ್ಕುವ ಪ್ರಯತ್ನ ಸರಿಯಲ್ಲ. ಜಿಲ್ಲೆಯ ಜನರ ಆರೋಗ್ಯ ಸೇವೆಯ ಬೇಡಿಕೆ ನ್ಯಾಯಯುತವಾದುದು ಎಂದರು. — [405, 1357, 656, 1530]
lead-body-5: ವರ ಕುಟುಂಬಕ್ಕೆ ದುಃಖ ಸಹಿಸುವ ಶಕ್ತಿಯನ್ನು ಭಗವಂತ ನೀಡಲಿ. ಅವರ ಆತ್ಮಕ್ಕೆ ಚಿರಶಾಂತಿ ಸಿಗಲಿ ಎಂದು ಪ್ರಾರ್ಥಿಸುತ್ತೇನೆ. ಸಿದ್ದರಾಮಪ್ಪ ಗೌಡ ಮಾಲಿ ಪಾಟೀಲರ ಕಾವ್ಯ ಶಕ್ತಿ ನಿಜಕ್ಕೂ ಅನನ್ಯ. ಅವರಿಗೆ ಅನಂತ ಪ್ರಣಾಮಗಳು. — [774, 790, 1115, 839]
dateline-place: ರಾಯಚೂರು, ಜೂ.30: — [1238, 491, 1339, 505]
vanamahotsava-kicker: ಹಸಿರುವರ ಕಾರ್ಯಕ್ರಮದಡಿ ರಸ್ತೆ ಬದಿ ಸಸಿ ನೆಟ್ಟು ಪೋಷಣೆ — [38, 1605, 269, 1620]
crop-mark-top-center — [737, 0, 771, 34]
dateline-place: ಬೀದರ್, ಜೂ.30: — [1321, 1871, 1400, 1885]
basava-author: - ಬಸವರಾಜ ಸ್ವಾಮಿ — [254, 271, 397, 287]
koppal-body-4: ಎಂಬುವವರ 6 ತಿಂಗಳ ಶಿಕ್ಷೆ ಪ್ರಕಟವಾಗಿದ್ದಾಗ ಪೊಲೀಸರಿಂದ ತಪ್ಪಿಸಿಕೊಂಡು 14 ವರ್ಷ ದೂರ ಉಳಿದಿದ್ದರು. ಅವರನ್ನು ಪತ್ತೆ ಹಚ್ಚಿ ನ್ಯಾಯಾಲಯಕ್ಕೆ ಹಾಜರು ಪಡಿಸಿದಾಗ ನ್ಯಾಯಾಲಯವು ಅವರಿಗೆ 2500 ರೂ. ದಂಡ ವಿಧಿಸಿದೆ. ಇದೇ ರೀತಿ ವಿವಿಧ ಪ್ರಕರಣಗಳ ಶಿಕ್ಷಿತ ಆರೋಪಿಗಳ ಪತ್ತೆ ಕಾರ್ಯ ಮುಂದುವರಿದಿದೆ. ಆರೋಪಿಗಳ ಪತ್ತೆ ಕಾರ್ಯದಲ್ಲಿ ಶ್ರಮಿಸಿದ ಸಿಬ್ಬಂದಿಗೆ ಜಿಲ್ಲಾ ಪೊಲೀಸ್ ವರಿಷ್ಠಾಧಿಕಾರಿ ರಾಮ್ ಎಲ್. ಅರಸಿದ್ದಿ ಪ್ರಶಂಸಿಸಿದ್ದಾರೆ. — [1016, 2038, 1209, 2211]
poem-line: ಹರ ಹರ ಮಹಾದೇವ — [791, 393, 876, 407]
koppal-body-1: ಕೊಪ್ಪಳ ಜಿಲ್ಲೆಯಲ್ಲಿ ನ್ಯಾಯಾಲಯಕ್ಕೆ ಹಾಜರಾಗದೇ ತಲೆಮರೆಸಿಕೊಂಡಿದ್ದ ವಿವಿಧ ಪ್ರಕರಣಗಳ ಐವರು ಆರೋಪಿಗಳನ್ನು ಪೊಲೀಸರು ಬಂಧಿಸಿದ್ದಾರೆ. ಗಂಗಾವತಿ ನಗರ ಠಾಣೆ, ಕುಷ್ಟಗಿ, ಕಾರಟಗಿ ಠಾಣೆಗಳ ವ್ಯಾಪ್ತಿಯಲ್ಲಿ ಪ್ರಕರಣ ದಾಖಲಾಗಿದ್ದವು. 2002ರಲ್ಲಿ ಪತ್ನಿ ಕೊಲೆ ಮಾಡಿ ಗೋಣಿ ಚೀಲದಲ್ಲಿ ತುಂಬಿ ಬಿಸಾಕಿದ್ದ ಆರೋಪಿ ತಲೆಮರೆಸಿಕೊಂಡಿದ್ದ. ಅನೇಕ ವರ್ಷಗಳಿಂದ ಹುಡುಕಾಟ ನಡೆಸಿದ ಪೊಲೀಸರು 23 ವರ್ಷದ ನಂತರ ಆತನನ್ನು ಬಂಧಿಸಿದ್ದಾರೆ. — [405, 1801, 673, 1921]
vanamahotsava-headline: ಜು.5ರಂದು ಕಲಬುರಗಿಯಲ್ಲಿ ವನಮಹೋತ್ಸವಕ್ಕೆ ಚಾಲನೆ — [38, 1628, 376, 1650]
valmiki-body-1: ರಾಯಚೂರಿನ ಕನ್ನಡ ಭವನದಲ್ಲಿ ರಂಗಕರ್ಮಿ ಬಿ.ಎಸ್. ವಾಲ್ಮೀಕಿ ಅಕಾಲಿಕ ನಿಧನಕ್ಕೆ ರಾಯಚೂರು ಕಲಾವಿದರಿಂದ ಸಂತಾಪ ಸಭೆ ನಡೆಸಿ ನುಡಿನಮನ ಸಲ್ಲಿಸಲಾಯಿತು. ನಂತರ ನಡೆದ ಪ್ರಾರ್ಥನಾ ಸಭೆಯಲ್ಲಿ ವಾಲ್ಮೀಕಿ ಅವರ ಭಾವಚಿತ್ರಕ್ಕೆ ಪುಷ್ಪಾರ್ಚನೆ ಸಲ್ಲಿಸಿ ಮೌನಾಚರಣೆ ಮೂಲಕ ಗೌರವ ಸಲ್ಲಿಸಲಾಯಿತು. ಹಿರಿಯ ರಂಗಕರ್ಮಿ ವಿ.ಎನ್. ಅಕ್ಕಿ ಮಾತನಾಡಿ, ಬಿ. ನಾಗೇಂದ್ರ ಎಂಬ ಹೆಸರಿನ ಬಿ.ಎಸ್.ವಾಲ್ಮೀಕಿ ಕಲೆಗೆ ಅರ್ಪಿತ ರಂಗಭೂಮಿ ಕಲಾವಿದರಾಗಿದ್ದು, ನಾಟಕ ರಂಗ ಕಲೆ, ನಟನೆ, ನಿರ್ದೇಶನದಲ್ಲಿ ಒಳ್ಳೆಯ ಹೆಸರು ಗಳಿಸಿದ್ದರು. — [947, 1010, 1115, 1253]
signature-name: -ಅಯ್ಯಪ್ಪಯ್ಯ ಹುಡಾ — [1025, 895, 1115, 911]
column-divider — [397, 188, 398, 1593]
poem-line: ಮಹಾಂತ ಭಾರತಸ್ವಾಮಿ — [791, 445, 884, 460]
city-item: ● ಮೈಸೂರು — [968, 113, 1028, 130]
koppal-photo-main — [817, 1781, 1209, 2031]
poem-line: ಚೆನ್ನಮಲ್ಲಿಕಾರ್ಜುನ ನಿಮಗೆ, ಅಜಾ, ಅಯ್ಯ, — [63, 532, 232, 546]
ems-byline-row — [405, 1337, 656, 1355]
bidar-headline: ನಾರಂಜಾ ಬಾಕಿ ಕಬ್ಬಿನ ಬಿಲ್ ಚುಕ್ತಾ - ಬೀದರ್ ಡಿಸಿ ಶರ್ಮಾ — [1223, 1732, 1436, 1851]
city-item: ● ರಾಯಚೂರು — [637, 139, 712, 156]
